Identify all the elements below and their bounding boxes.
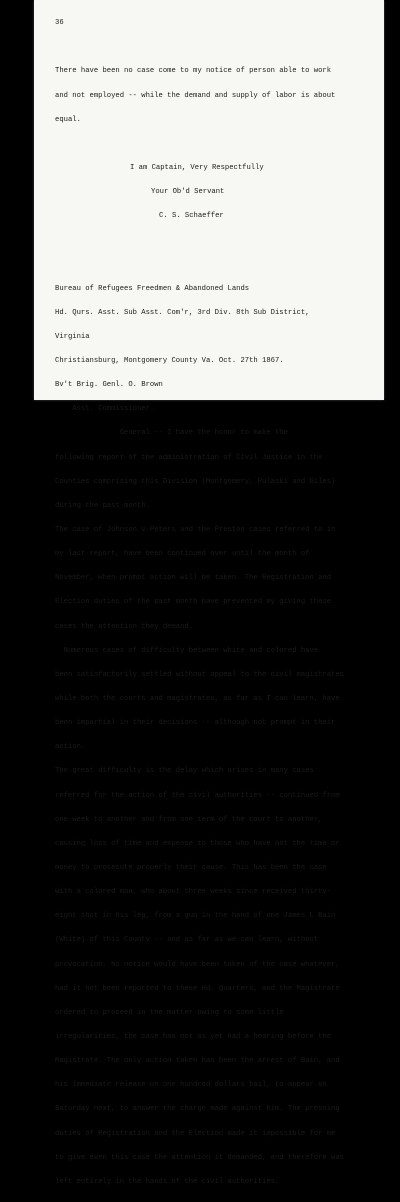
- top-paragraph-line: equal.: [55, 115, 81, 124]
- body-line: (White) of this County -- and as far as we can learn, without: [55, 936, 319, 945]
- body-line: The great difficulty is the delay which arises in many cases: [55, 767, 314, 776]
- body-line: provocation. No notice would have been taken of the case whatever,: [55, 960, 340, 969]
- body-line: following report of the administration of Civil Justice in the: [55, 453, 323, 462]
- body-line: left entirely in the hands of the civil authorities.: [55, 1177, 280, 1186]
- body-line: Numerous cases of difficulty between white and colored have: [55, 646, 319, 655]
- body-line: Magistrate. The only action taken has been the arrest of Bain, and: [55, 1057, 340, 1066]
- page-number: 36: [55, 19, 64, 28]
- letter-header-line: Bv't Brig. Genl. O. Brown: [55, 381, 163, 390]
- letter-header-line: Bureau of Refugees Freedmen & Abandoned Lands: [55, 284, 250, 293]
- letter-header-line: Virginia: [55, 332, 90, 341]
- signoff-line: I am Captain, Very Respectfully: [130, 163, 264, 172]
- body-line: money to prosecute properly their cause. This has been the case: [55, 864, 327, 873]
- body-line: irregularities, the case has not as yet had a hearing before the: [55, 1033, 332, 1041]
- body-line: to give even this case the attention it demanded, and therefore was: [55, 1153, 344, 1162]
- body-line: cases the attention they demand.: [55, 622, 194, 631]
- body-line: eight shot in his leg, from a gun in the hand of one James L Bain: [55, 912, 336, 921]
- letter-header-line: Christiansburg, Montgomery County Va. Oct. 27th 1867.: [55, 357, 284, 366]
- body-line: while both the courts and magistrates, as far as I can learn, have: [55, 695, 340, 704]
- signoff-line: Your Ob'd Servant: [151, 188, 225, 197]
- signoff-signature: C. S. Schaeffer: [159, 212, 224, 221]
- body-line: causing loss of time and expense to those who have not the time or: [55, 839, 340, 848]
- body-line: ordered to proceed in the matter owing to some little: [55, 1008, 284, 1017]
- top-paragraph-line: and not employed -- while the demand and supply of labor is about: [55, 91, 336, 100]
- letter-header-line: Hd. Qurs. Asst. Sub Asst. Com'r, 3rd Div. 8th Sub District,: [55, 308, 310, 317]
- body-line: Saturday next, to answer the charge made against him. The pressing: [55, 1105, 340, 1114]
- body-line: his immediate release on one hundred dollars bail, to appear on: [55, 1081, 327, 1090]
- document-text: [55, 3, 365, 1202]
- body-line: action.: [55, 743, 86, 752]
- body-line: during the past month.: [55, 501, 150, 510]
- body-line: with a colored man, who about three weeks since received thirty-: [55, 888, 332, 897]
- body-line: General -- I have the honor to make the: [55, 429, 288, 438]
- body-line: one week to another and from one term of the court to another,: [55, 815, 323, 824]
- body-line: Election duties of the past month have prevented my giving these: [55, 598, 332, 607]
- letter-header-line: Asst. Commissioner.: [55, 405, 155, 414]
- body-line: Counties comprising this Division (Montgomery, Pulaski and Giles): [55, 477, 336, 486]
- body-line: had it not been reported to these Hd. Quarters, and the Magistrate: [55, 984, 340, 993]
- body-line: referred for the action of the civil authorities -- continued from: [55, 791, 340, 800]
- document-page: [34, 0, 384, 1186]
- body-line: The case of Johnson v Peters and the Preston cases referred to in: [55, 526, 336, 535]
- body-line: been impartial in their decisions -- although not prompt in their: [55, 719, 336, 728]
- body-line: November, when prompt action will be taken. The Registration and: [55, 574, 332, 583]
- body-line: my last report, have been continued over until the month of: [55, 550, 310, 559]
- body-line: been satisfactorily settled without appeal to the civil magistrates: [55, 670, 344, 679]
- top-paragraph-line: There have been no case come to my notice of person able to work: [55, 67, 332, 76]
- body-line: duties of Registration and the Election made it impossible for me: [55, 1129, 336, 1138]
